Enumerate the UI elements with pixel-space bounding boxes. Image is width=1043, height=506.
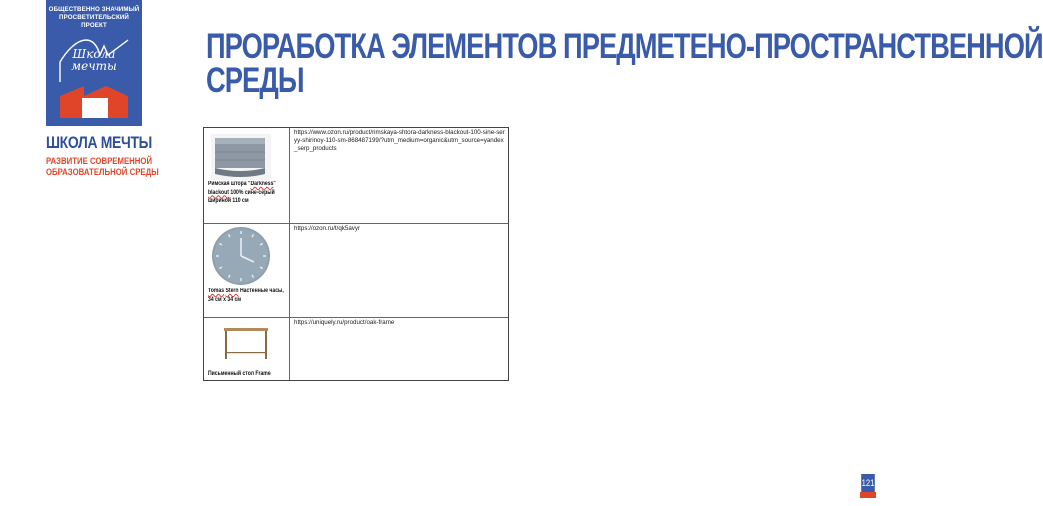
- writing-desk-image: [222, 326, 270, 360]
- table-row: [204, 318, 508, 380]
- logo-subtitle: РАЗВИТИЕ СОВРЕМЕННОЙ ОБРАЗОВАТЕЛЬНОЙ СРЕДЫ: [46, 156, 159, 178]
- product-caption: Римская штора "Darkness" blackout 100% сине-серый шириной 110 см: [208, 181, 276, 204]
- table-row: [204, 128, 508, 224]
- product-cell: [204, 318, 290, 380]
- product-link-cell: [291, 224, 508, 317]
- product-link[interactable]: https://www.ozon.ru/product/rimskaya-shtora-darkness-blackout-100-sine-seryy-shirinoy-110-sm-868487199/?utm_medium=organic&utm_source=yandex_serp_products: [294, 129, 505, 152]
- product-link-cell: [291, 128, 508, 223]
- logo-name: ШКОЛА МЕЧТЫ: [46, 133, 152, 152]
- logo-script-text: Школа мечты: [71, 47, 117, 73]
- product-caption: Письменный стол Frame: [208, 371, 271, 377]
- logo-top-text: ОБЩЕСТВЕННО ЗНАЧИМЫЙ ПРОСВЕТИТЕЛЬСКИЙ ПРОЕКТ: [48, 6, 140, 29]
- product-link[interactable]: https://uniquely.ru/product/oak-frame: [294, 319, 395, 326]
- product-caption: Tomas Stern Настенные часы, 34 см х 34 см: [208, 288, 284, 303]
- product-cell: [204, 224, 290, 317]
- products-table: [203, 127, 509, 381]
- page-number-accent: [860, 492, 876, 498]
- page-title: ПРОРАБОТКА ЭЛЕМЕНТОВ ПРЕДМЕТЕНО-ПРОСТРАНСТВЕННОЙ СРЕДЫ: [206, 27, 1043, 100]
- product-link-cell: [291, 318, 508, 380]
- product-link[interactable]: https://ozon.ru/t/qk5avyr: [294, 225, 361, 232]
- roman-blind-image: [211, 134, 271, 180]
- page-number: 121: [861, 474, 875, 492]
- table-row: [204, 224, 508, 318]
- logo-caption: [46, 133, 159, 178]
- project-logo: [46, 0, 142, 126]
- wall-clock-image: [210, 226, 272, 286]
- product-cell: [204, 128, 290, 223]
